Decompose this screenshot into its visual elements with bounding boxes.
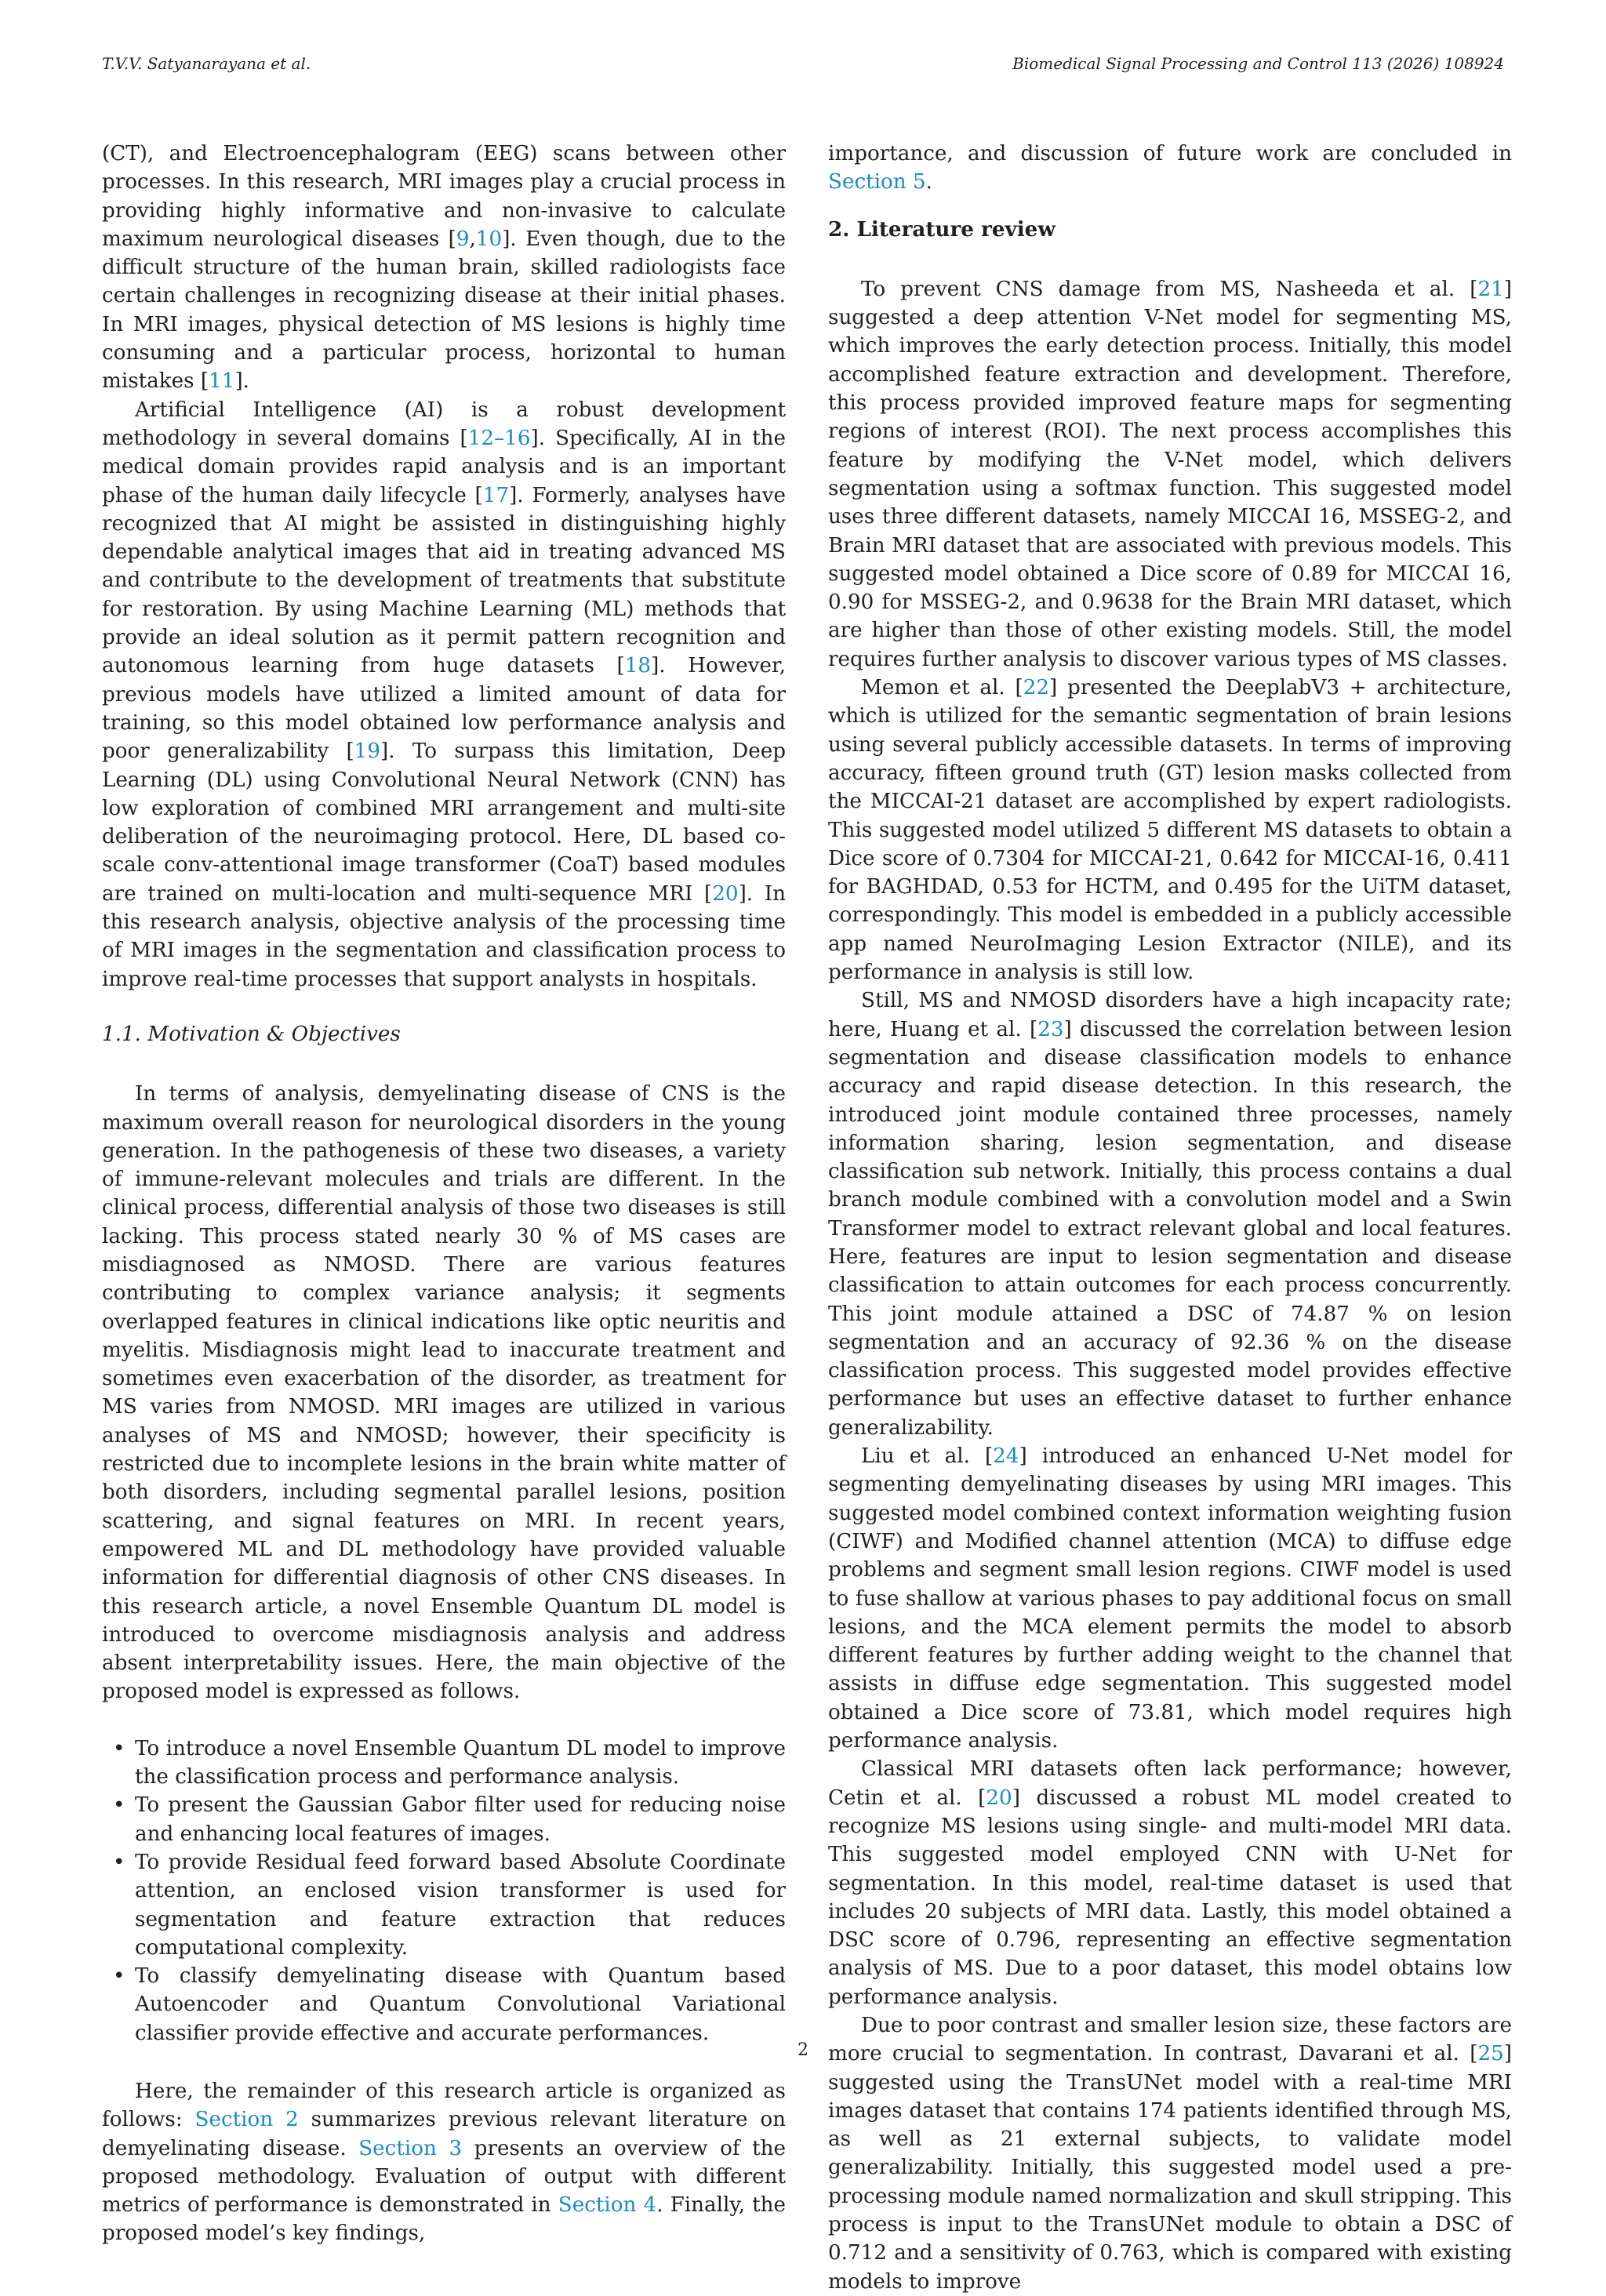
text: ] discussed a robust ML model created to recognize MS lesions using single- and multi-model MRI data. This suggested model employed CNN with U-Net for segmentation. In this model, real-time dataset is used that includes 20 subjects of MRI data. Lastly, this model obtained a DSC score of 0.796, representing an effective segmentation analysis of MS. Due to a poor dataset, this model obtains low performance analysis. [828,1786,1512,2009]
section-5-link[interactable]: Section 5 [828,170,926,194]
citation-link[interactable]: 12–16 [467,426,531,450]
list-item-text: To present the Gaussian Gabor filter used for reducing noise and enhancing local features of images. [135,1793,786,1846]
left-column [102,140,786,2248]
running-header [102,50,1504,77]
text: ] presented the DeeplabV3 + architecture, which is utilized for the semantic segmentation of brain lesions using several publicly accessible datasets. In terms of improving accuracy, fifteen ground truth (GT) lesion masks collected from the MICCAI-21 dataset are accomplished by expert radiologists. This suggested model utilized 5 different MS datasets to obtain a Dice score of 0.7304 for MICCAI-21, 0.642 for MICCAI-16, 0.411 for BAGHDAD, 0.53 for HCTM, and 0.495 for the UiTM dataset, correspondingly. This model is embedded in a publicly accessible app named NeuroImaging Lesion Extractor (NILE), and its performance in analysis is still low. [828,676,1512,985]
bullet-icon: • [113,1850,125,1874]
citation-link[interactable]: 18 [624,654,652,678]
text: Still, MS and NMOSD disorders have a high incapacity rate; here, Huang et al. [ [828,989,1512,1041]
paragraph-liu [828,1442,1512,1755]
citation-link[interactable]: 19 [354,739,380,764]
citation-link[interactable]: 17 [482,483,510,507]
paragraph-intro-continued [102,140,786,396]
text: ]. [234,369,250,394]
text: ]. In this research analysis, objective analysis of the processing time of MRI images in the segmentation and classification process to improve real-time processes that support analysts in hospitals. [102,881,786,991]
text: ]. Specifically, AI in the medical domain provides rapid analysis and is an important phase of the human daily lifecycle [ [102,426,786,507]
section-4-link[interactable]: Section 4 [558,2193,657,2218]
paragraph-nasheeda [828,275,1512,674]
text: ] suggested using the TransUNet model with a real-time MRI images dataset that contains 174 patients identified through MS, as well as 21 external subjects, to validate model generalizability. Initially, this suggested model used a pre-processing module named normalization and skull stripping. This process is input to the TransUNet module to obtain a DSC of 0.712 and a sensitivity of 0.763, which is compared with existing models to improve [828,2042,1512,2294]
text: Memon et al. [ [861,676,1023,700]
text: (CT), and Electroencephalogram (EEG) scans between other processes. In this research, MRI images play a crucial process in providing highly informative and non-invasive to calculate maximum neurological diseases [ [102,142,786,251]
text: Due to poor contrast and smaller lesion size, these factors are more crucial to segmentation. In contrast, Davarani et al. [ [828,2014,1512,2066]
citation-link[interactable]: 24 [993,1444,1019,1469]
text: Classical MRI datasets often lack performance; however, Cetin et al. [ [828,1757,1512,1810]
text: ] suggested a deep attention V-Net model for segmenting MS, which improves the early detection process. Initially, this model accomplished feature extraction and development. Therefore, this process provided improved feature maps for segmenting regions of interest (ROI). The next process accomplishes this feature by modifying the V-Net model, which delivers segmentation using a softmax function. This suggested model uses three different datasets, namely MICCAI 16, MSSEG-2, and Brain MRI dataset that are associated with previous models. This suggested model obtained a Dice score of 0.89 for MICCAI 16, 0.90 for MSSEG-2, and 0.9638 for the Brain MRI dataset, which are higher than those of other existing models. Still, the model requires further analysis to discover various types of MS classes. [828,277,1512,671]
text: ]. To surpass this limitation, Deep Learning (DL) using Convolutional Neural Network (CNN) has low exploration of combined MRI arrangement and multi-site deliberation of the neuroimaging protocol. Here, DL based co-scale conv-attentional image transformer (CoaT) based modules are trained on multi-location and multi-sequence MRI [ [102,739,786,906]
paragraph-memon [828,674,1512,986]
citation-link[interactable]: 9 [456,227,470,251]
header-authors: T.V.V. Satyanarayana et al. [102,54,311,73]
section-heading: 2. Literature review [828,216,1056,242]
text: presents an overview of the proposed methodology. Evaluation of output with different metrics of performance is demonstrated in [102,2136,786,2218]
text: To prevent CNS damage from MS, Nasheeda et al. [ [861,277,1478,301]
citation-link[interactable]: 10 [475,227,503,251]
text: ] discussed the correlation between lesion segmentation and disease classification models to enhance accuracy and rapid disease detection. In this research, the introduced joint module contained three processes, namely information sharing, lesion segmentation, and disease classification sub network. Initially, this process contains a dual branch module combined with a convolution model and a Swin Transformer model to extract relevant global and local features. Here, features are input to lesion segmentation and disease classification to attain outcomes for each process concurrently. This joint module attained a DSC of 74.87 % on lesion segmentation and an accuracy of 92.36 % on the disease classification process. This suggested model provides effective performance but uses an effective dataset to further enhance generalizability. [828,1017,1513,1440]
text: ]. Formerly, analyses have recognized that AI might be assisted in distinguishing highly dependable analytical images that aid in treating advanced MS and contribute to the development of treatments that substitute for restoration. By using Machine Learning (ML) methods that provide an ideal solution as it permit pattern recognition and autonomous learning from huge datasets [ [102,483,787,678]
text: ]. However, previous models have utilized a limited amount of data for training, so this model obtained low performance analysis and poor generalizability [ [102,654,787,764]
subsection-heading: 1.1. Motivation & Objectives [102,1022,401,1046]
objectives-list [102,1735,786,2047]
list-item-text: To classify demyelinating disease with Quantum based Autoencoder and Quantum Convolutional Variational classifier provide effective and accurate performances. [135,1964,786,2045]
list-item [102,1735,786,1792]
citation-link[interactable]: 11 [209,369,235,394]
citation-link[interactable]: 22 [1023,676,1050,700]
text: , [469,227,476,251]
citation-link[interactable]: 20 [986,1786,1012,1810]
list-item-text: To introduce a novel Ensemble Quantum DL model to improve the classification process and performance analysis. [135,1736,786,1789]
citation-link[interactable]: 25 [1477,2042,1504,2066]
section-3-link[interactable]: Section 3 [358,2136,463,2160]
bullet-icon: • [113,1793,125,1818]
paragraph-organization-continued [828,140,1512,197]
text: Liu et al. [ [861,1444,994,1469]
right-column [828,140,1512,2296]
list-item [102,1791,786,1848]
page-number: 2 [798,2040,808,2060]
paragraph-huang [828,986,1512,1442]
citation-link[interactable]: 23 [1037,1017,1064,1041]
citation-link[interactable]: 21 [1477,277,1504,301]
text: Artificial Intelligence (AI) is a robust development methodology in several domains [ [102,398,786,450]
bullet-icon: • [113,1736,125,1760]
paragraph-cetin [828,1755,1512,2011]
header-journal: Biomedical Signal Processing and Control 113 (2026) 108924 [1012,54,1504,73]
paragraph-organization [102,2077,786,2248]
text: ]. Even though, due to the difficult structure of the human brain, skilled radiologists face certain challenges in recognizing disease at their initial phases. In MRI images, physical detection of MS lesions is highly time consuming and a particular process, horizontal to human mistakes [ [102,227,786,394]
bullet-icon: • [113,1964,125,1989]
text: Here, the remainder of this research article is organized as follows: [102,2080,786,2132]
text: summarizes previous relevant literature on demyelinating disease. [102,2108,787,2160]
list-item-text: To provide Residual feed forward based Absolute Coordinate attention, an enclosed vision transformer is used for segmentation and feature extraction that reduces computational complexity. [135,1850,786,1960]
list-item [102,1848,786,1962]
text: . Finally, the proposed model’s key findings, [102,2193,787,2246]
text: importance, and discussion of future work are concluded in [828,142,1512,165]
paragraph-ai [102,396,786,994]
citation-link[interactable]: 20 [712,881,739,906]
list-item [102,1962,786,2047]
section-2-link[interactable]: Section 2 [194,2108,299,2132]
text: ] introduced an enhanced U-Net model for segmenting demyelinating diseases by using MRI images. This suggested model combined context information weighting fusion (CIWF) and Modified channel attention (MCA) to diffuse edge problems and segment small lesion regions. CIWF model is used to fuse shallow at various phases to pay additional focus on small lesions, and the MCA element permits the model to absorb different features by further adding weight to the channel that assists in diffuse edge segmentation. This suggested model obtained a Dice score of 73.81, which model requires high performance analysis. [828,1444,1512,1753]
text: . [925,170,932,194]
paragraph-motivation: In terms of analysis, demyelinating disease of CNS is the maximum overall reason for neurological disorders in the young generation. In the pathogenesis of these two diseases, a variety of immune-relevant molecules and trials are different. In the clinical process, differential analysis of those two diseases is still lacking. This process stated nearly 30 % of MS cases are misdiagnosed as NMOSD. There are various features contributing to complex variance analysis; it segments overlapped features in clinical indications like optic neuritis and myelitis. Misdiagnosis might lead to inaccurate treatment and sometimes even exacerbation of the disorder, as treatment for MS varies from NMOSD. MRI images are utilized in various analyses of MS and NMOSD; however, their specificity is restricted due to incomplete lesions in the brain white matter of both disorders, including segmental parallel lesions, position scattering, and signal features on MRI. In recent years, empowered ML and DL methodology have provided valuable information for differential diagnosis of other CNS diseases. In this research article, a novel Ensemble Quantum DL model is introduced to overcome misdiagnosis analysis and address absent interpretability issues. Here, the main objective of the proposed model is expressed as follows. [102,1082,786,1704]
